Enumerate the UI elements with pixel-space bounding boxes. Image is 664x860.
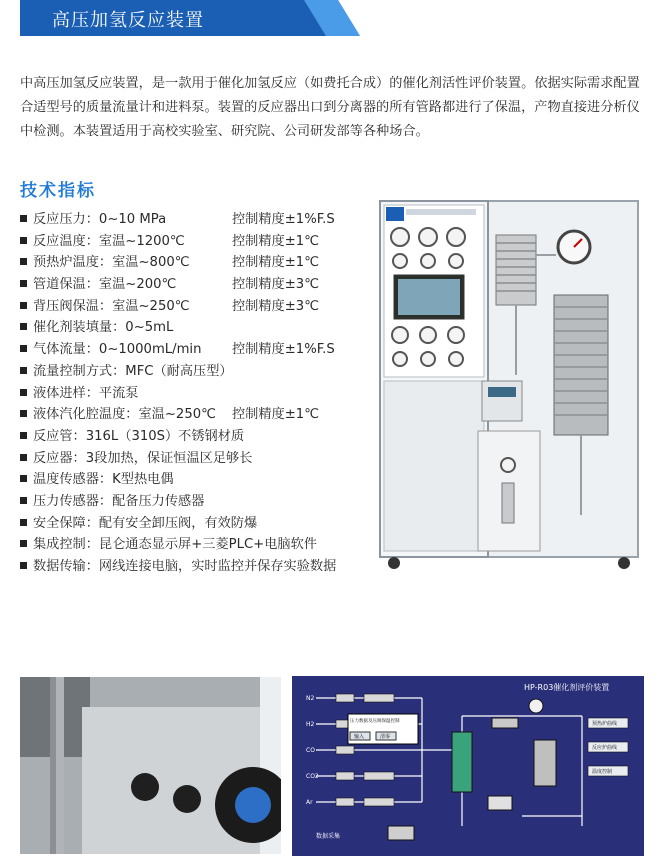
spec-item: 流量控制方式：MFC（耐高压型）	[20, 361, 370, 383]
hmi-dialog-clear-label: 清零	[380, 734, 391, 740]
bullet-icon	[20, 345, 27, 352]
bullet-icon	[20, 432, 27, 439]
reactor-equipment-image	[366, 195, 654, 575]
bullet-icon	[20, 540, 27, 547]
bullet-icon	[20, 258, 27, 265]
bullet-icon	[20, 562, 27, 569]
hmi-screen	[292, 676, 644, 856]
specs-heading: 技术指标	[20, 181, 96, 201]
bullet-icon	[20, 497, 27, 504]
hmi-gas-label: N2	[306, 695, 315, 702]
spec-item: 压力传感器：配备压力传感器	[20, 491, 370, 513]
bullet-icon	[20, 410, 27, 417]
spec-item: 催化剂装填量：0~5mL	[20, 317, 370, 339]
spec-item: 反应温度：室温~1200℃ 控制精度±1℃	[20, 231, 370, 253]
bullet-icon	[20, 237, 27, 244]
intro-paragraph: 中高压加氢反应装置，是一款用于催化加氢反应（如费托合成）的催化剂活性评价装置。依据实际需求配置合适型号的质量流量计和进料泵。装置的反应器出口到分离器的所有管路都进行了保温，产物直接进分析仪中检测。本装置适用于高校实验室、研究院、公司研发部等各种场合。	[20, 76, 640, 139]
spec-item: 反应压力：0~10 MPa 控制精度±1%F.S	[20, 209, 370, 231]
spec-item: 管道保温：室温~200℃ 控制精度±3℃	[20, 274, 370, 296]
bullet-icon	[20, 367, 27, 374]
hmi-gas-label: CO	[306, 747, 315, 754]
spec-item: 液体汽化腔温度：室温~250℃ 控制精度±1℃	[20, 404, 370, 426]
specs-list	[20, 209, 370, 578]
spec-item: 反应器：3段加热，保证恒温区足够长	[20, 448, 370, 470]
hmi-dialog-text: 压力数据及压阀保温控制	[350, 719, 400, 724]
hmi-gas-label: Ar	[306, 799, 313, 806]
hmi-button-label: 温度控制	[592, 769, 613, 775]
spec-item: 反应管：316L（310S）不锈钢材质	[20, 426, 370, 448]
bullet-icon	[20, 215, 27, 222]
bullet-icon	[20, 302, 27, 309]
spec-item: 预热炉温度：室温~800℃ 控制精度±1℃	[20, 252, 370, 274]
bullet-icon	[20, 280, 27, 287]
bullet-icon	[20, 519, 27, 526]
bullet-icon	[20, 454, 27, 461]
hmi-gas-label: H2	[306, 721, 315, 728]
spec-item: 安全保障：配有安全卸压阀，有效防爆	[20, 513, 370, 535]
page-title: 高压加氢反应装置	[52, 10, 204, 31]
spec-item: 数据传输：网线连接电脑，实时监控并保存实验数据	[20, 556, 370, 578]
title-banner	[20, 0, 360, 36]
spec-item: 液体进样：平流泵	[20, 383, 370, 405]
bullet-icon	[20, 475, 27, 482]
hmi-title: HP-R03催化剂评价装置	[524, 683, 610, 692]
hmi-bottom-label: 数据采集	[316, 833, 341, 840]
spec-item: 温度传感器：K型热电偶	[20, 469, 370, 491]
spec-item: 集成控制：昆仑通态显示屏+三菱PLC+电脑软件	[20, 534, 370, 556]
bullet-icon	[20, 389, 27, 396]
bullet-icon	[20, 323, 27, 330]
spec-item: 气体流量：0~1000mL/min 控制精度±1%F.S	[20, 339, 370, 361]
valve-photo-graphic	[20, 677, 281, 854]
hmi-dialog-input-label: 输入	[354, 734, 365, 740]
spec-item: 背压阀保温：室温~250℃ 控制精度±3℃	[20, 296, 370, 318]
valve-closeup-photo	[20, 677, 281, 854]
hmi-gas-label: CO2	[306, 773, 319, 780]
hmi-button-label: 预热炉曲线	[592, 721, 618, 727]
hmi-button-label: 反应炉曲线	[592, 745, 618, 751]
